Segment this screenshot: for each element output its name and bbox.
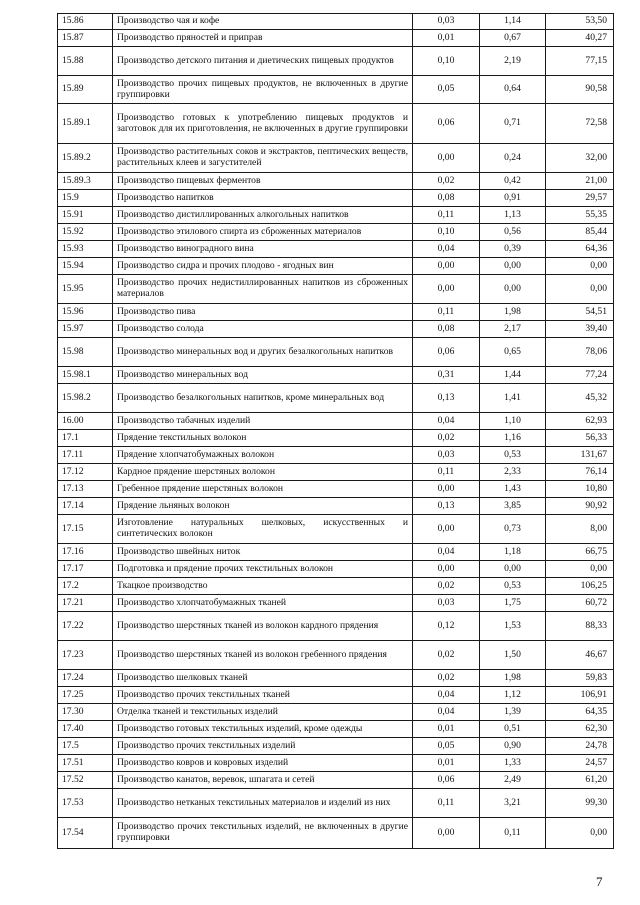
table-row xyxy=(58,190,614,207)
row-value-1: 0,00 xyxy=(413,144,480,173)
row-value-1: 0,13 xyxy=(413,498,480,515)
table-row xyxy=(58,304,614,321)
row-name: Производство минеральных вод и других безалкогольных напитков xyxy=(113,338,413,367)
row-value-3: 64,36 xyxy=(546,241,614,258)
row-name: Производство нетканых текстильных материалов и изделий из них xyxy=(113,789,413,818)
row-code: 17.54 xyxy=(58,818,113,849)
row-code: 15.89.3 xyxy=(58,173,113,190)
table-row xyxy=(58,595,614,612)
row-name: Подготовка и прядение прочих текстильных волокон xyxy=(113,561,413,578)
row-code: 17.5 xyxy=(58,738,113,755)
row-value-2: 1,41 xyxy=(480,384,546,413)
row-value-2: 1,75 xyxy=(480,595,546,612)
row-value-1: 0,02 xyxy=(413,670,480,687)
row-value-2: 1,12 xyxy=(480,687,546,704)
row-value-3: 59,83 xyxy=(546,670,614,687)
row-value-1: 0,04 xyxy=(413,544,480,561)
row-name: Производство сидра и прочих плодово - ягодных вин xyxy=(113,258,413,275)
row-name: Отделка тканей и текстильных изделий xyxy=(113,704,413,721)
row-code: 15.9 xyxy=(58,190,113,207)
row-value-3: 78,06 xyxy=(546,338,614,367)
row-name: Производство прочих текстильных изделий, не включенных в другие группировки xyxy=(113,818,413,849)
row-value-2: 0,11 xyxy=(480,818,546,849)
row-name: Производство табачных изделий xyxy=(113,413,413,430)
row-value-1: 0,11 xyxy=(413,789,480,818)
row-value-3: 77,15 xyxy=(546,47,614,76)
row-value-3: 131,67 xyxy=(546,447,614,464)
row-name: Прядение хлопчатобумажных волокон xyxy=(113,447,413,464)
table-row xyxy=(58,14,614,30)
row-name: Прядение текстильных волокон xyxy=(113,430,413,447)
table-row xyxy=(58,818,614,849)
row-value-1: 0,10 xyxy=(413,224,480,241)
table-row xyxy=(58,772,614,789)
row-code: 17.51 xyxy=(58,755,113,772)
row-name: Производство прочих текстильных изделий xyxy=(113,738,413,755)
row-code: 17.24 xyxy=(58,670,113,687)
row-value-3: 60,72 xyxy=(546,595,614,612)
row-code: 17.12 xyxy=(58,464,113,481)
row-name: Производство солода xyxy=(113,321,413,338)
row-code: 17.15 xyxy=(58,515,113,544)
row-name: Производство пряностей и приправ xyxy=(113,30,413,47)
data-table xyxy=(57,13,614,849)
row-value-2: 1,10 xyxy=(480,413,546,430)
row-value-2: 1,43 xyxy=(480,481,546,498)
table-row xyxy=(58,207,614,224)
row-name: Производство детского питания и диетических пищевых продуктов xyxy=(113,47,413,76)
row-value-1: 0,06 xyxy=(413,338,480,367)
row-value-2: 0,39 xyxy=(480,241,546,258)
row-code: 17.53 xyxy=(58,789,113,818)
row-value-1: 0,03 xyxy=(413,14,480,30)
row-value-1: 0,03 xyxy=(413,595,480,612)
row-value-1: 0,11 xyxy=(413,464,480,481)
row-code: 16.00 xyxy=(58,413,113,430)
row-code: 17.16 xyxy=(58,544,113,561)
row-value-3: 10,80 xyxy=(546,481,614,498)
row-value-1: 0,01 xyxy=(413,755,480,772)
row-value-2: 0,91 xyxy=(480,190,546,207)
row-value-1: 0,02 xyxy=(413,641,480,670)
row-value-1: 0,04 xyxy=(413,704,480,721)
row-name: Прядение льняных волокон xyxy=(113,498,413,515)
row-value-2: 0,65 xyxy=(480,338,546,367)
row-value-3: 72,58 xyxy=(546,104,614,144)
table-row xyxy=(58,447,614,464)
row-value-1: 0,00 xyxy=(413,515,480,544)
table-row xyxy=(58,413,614,430)
row-value-1: 0,01 xyxy=(413,30,480,47)
row-name: Производство чая и кофе xyxy=(113,14,413,30)
row-value-2: 0,64 xyxy=(480,76,546,104)
row-name: Производство готовых к употреблению пищевых продуктов и заготовок для их приготовления, не включенных в другие группировки xyxy=(113,104,413,144)
row-value-3: 39,40 xyxy=(546,321,614,338)
row-value-1: 0,05 xyxy=(413,76,480,104)
row-value-1: 0,00 xyxy=(413,258,480,275)
row-value-1: 0,08 xyxy=(413,190,480,207)
row-value-2: 0,73 xyxy=(480,515,546,544)
row-value-3: 0,00 xyxy=(546,561,614,578)
row-value-3: 77,24 xyxy=(546,367,614,384)
table-row xyxy=(58,789,614,818)
row-value-3: 46,67 xyxy=(546,641,614,670)
row-name: Кардное прядение шерстяных волокон xyxy=(113,464,413,481)
row-value-3: 64,35 xyxy=(546,704,614,721)
table-row xyxy=(58,670,614,687)
row-code: 17.52 xyxy=(58,772,113,789)
row-value-2: 0,51 xyxy=(480,721,546,738)
row-value-2: 1,98 xyxy=(480,670,546,687)
row-value-2: 1,44 xyxy=(480,367,546,384)
row-value-1: 0,08 xyxy=(413,321,480,338)
row-name: Гребенное прядение шерстяных волокон xyxy=(113,481,413,498)
row-value-1: 0,02 xyxy=(413,430,480,447)
row-code: 15.88 xyxy=(58,47,113,76)
row-value-2: 0,56 xyxy=(480,224,546,241)
row-value-3: 66,75 xyxy=(546,544,614,561)
row-value-2: 0,42 xyxy=(480,173,546,190)
row-value-3: 0,00 xyxy=(546,818,614,849)
row-value-2: 0,53 xyxy=(480,578,546,595)
row-code: 15.89.1 xyxy=(58,104,113,144)
row-code: 17.1 xyxy=(58,430,113,447)
row-value-3: 0,00 xyxy=(546,275,614,304)
row-value-1: 0,12 xyxy=(413,612,480,641)
table-row xyxy=(58,275,614,304)
row-value-3: 62,93 xyxy=(546,413,614,430)
row-value-1: 0,00 xyxy=(413,818,480,849)
row-value-2: 1,14 xyxy=(480,14,546,30)
table-row xyxy=(58,687,614,704)
row-code: 17.17 xyxy=(58,561,113,578)
table-row xyxy=(58,241,614,258)
table-row xyxy=(58,384,614,413)
table-row xyxy=(58,704,614,721)
row-code: 15.97 xyxy=(58,321,113,338)
row-name: Ткацкое производство xyxy=(113,578,413,595)
row-name: Производство минеральных вод xyxy=(113,367,413,384)
row-name: Производство растительных соков и экстрактов, пептических веществ, растительных клеев и загустителей xyxy=(113,144,413,173)
row-code: 15.89.2 xyxy=(58,144,113,173)
row-code: 15.98.1 xyxy=(58,367,113,384)
row-code: 17.23 xyxy=(58,641,113,670)
row-value-1: 0,00 xyxy=(413,275,480,304)
row-value-2: 1,16 xyxy=(480,430,546,447)
row-value-3: 21,00 xyxy=(546,173,614,190)
row-name: Производство прочих пищевых продуктов, не включенных в другие группировки xyxy=(113,76,413,104)
table-row xyxy=(58,367,614,384)
row-value-2: 3,21 xyxy=(480,789,546,818)
row-name: Производство шерстяных тканей из волокон гребенного прядения xyxy=(113,641,413,670)
row-value-3: 0,00 xyxy=(546,258,614,275)
row-value-3: 62,30 xyxy=(546,721,614,738)
row-name: Производство пива xyxy=(113,304,413,321)
row-name: Производство готовых текстильных изделий, кроме одежды xyxy=(113,721,413,738)
table-row xyxy=(58,76,614,104)
table-row xyxy=(58,430,614,447)
row-value-1: 0,13 xyxy=(413,384,480,413)
row-name: Производство ковров и ковровых изделий xyxy=(113,755,413,772)
table-row xyxy=(58,515,614,544)
row-value-2: 1,13 xyxy=(480,207,546,224)
row-value-2: 1,18 xyxy=(480,544,546,561)
row-code: 15.87 xyxy=(58,30,113,47)
row-code: 17.2 xyxy=(58,578,113,595)
table-row xyxy=(58,498,614,515)
table-row xyxy=(58,561,614,578)
row-value-2: 1,33 xyxy=(480,755,546,772)
row-name: Изготовление натуральных шелковых, искусственных и синтетических волокон xyxy=(113,515,413,544)
row-code: 15.89 xyxy=(58,76,113,104)
row-value-1: 0,04 xyxy=(413,687,480,704)
row-code: 17.21 xyxy=(58,595,113,612)
row-code: 17.25 xyxy=(58,687,113,704)
row-value-1: 0,03 xyxy=(413,447,480,464)
row-name: Производство виноградного вина xyxy=(113,241,413,258)
row-value-1: 0,04 xyxy=(413,413,480,430)
table-row xyxy=(58,755,614,772)
row-code: 17.11 xyxy=(58,447,113,464)
row-value-2: 1,50 xyxy=(480,641,546,670)
row-value-3: 90,58 xyxy=(546,76,614,104)
table-row xyxy=(58,224,614,241)
row-value-1: 0,06 xyxy=(413,772,480,789)
row-code: 17.13 xyxy=(58,481,113,498)
row-value-2: 0,53 xyxy=(480,447,546,464)
row-value-2: 2,49 xyxy=(480,772,546,789)
row-value-1: 0,06 xyxy=(413,104,480,144)
row-name: Производство пищевых ферментов xyxy=(113,173,413,190)
table-row xyxy=(58,173,614,190)
row-value-3: 54,51 xyxy=(546,304,614,321)
row-name: Производство прочих текстильных тканей xyxy=(113,687,413,704)
row-value-3: 106,25 xyxy=(546,578,614,595)
row-name: Производство швейных ниток xyxy=(113,544,413,561)
row-value-2: 3,85 xyxy=(480,498,546,515)
row-value-2: 2,33 xyxy=(480,464,546,481)
row-code: 17.40 xyxy=(58,721,113,738)
row-name: Производство прочих недистиллированных напитков из сброженных материалов xyxy=(113,275,413,304)
table-row xyxy=(58,104,614,144)
row-value-3: 90,92 xyxy=(546,498,614,515)
row-value-1: 0,01 xyxy=(413,721,480,738)
row-name: Производство этилового спирта из сброженных материалов xyxy=(113,224,413,241)
table-row xyxy=(58,144,614,173)
table-row xyxy=(58,578,614,595)
row-name: Производство шелковых тканей xyxy=(113,670,413,687)
page-number: 7 xyxy=(596,874,603,889)
row-name: Производство канатов, веревок, шпагата и сетей xyxy=(113,772,413,789)
row-value-3: 45,32 xyxy=(546,384,614,413)
row-value-1: 0,02 xyxy=(413,173,480,190)
row-value-3: 88,33 xyxy=(546,612,614,641)
row-code: 15.96 xyxy=(58,304,113,321)
row-code: 15.95 xyxy=(58,275,113,304)
row-name: Производство шерстяных тканей из волокон кардного прядения xyxy=(113,612,413,641)
row-value-3: 24,78 xyxy=(546,738,614,755)
row-value-3: 76,14 xyxy=(546,464,614,481)
row-value-2: 0,00 xyxy=(480,258,546,275)
row-value-3: 106,91 xyxy=(546,687,614,704)
row-value-2: 0,90 xyxy=(480,738,546,755)
row-value-3: 8,00 xyxy=(546,515,614,544)
row-value-3: 40,27 xyxy=(546,30,614,47)
row-value-2: 0,67 xyxy=(480,30,546,47)
row-name: Производство безалкогольных напитков, кроме минеральных вод xyxy=(113,384,413,413)
table-row xyxy=(58,544,614,561)
row-value-3: 29,57 xyxy=(546,190,614,207)
row-value-3: 56,33 xyxy=(546,430,614,447)
row-value-1: 0,10 xyxy=(413,47,480,76)
table-row xyxy=(58,721,614,738)
row-code: 17.14 xyxy=(58,498,113,515)
row-name: Производство хлопчатобумажных тканей xyxy=(113,595,413,612)
table-body xyxy=(58,14,614,849)
row-value-1: 0,04 xyxy=(413,241,480,258)
row-value-1: 0,11 xyxy=(413,304,480,321)
table-row xyxy=(58,612,614,641)
table-row xyxy=(58,30,614,47)
row-value-2: 2,17 xyxy=(480,321,546,338)
table-row xyxy=(58,641,614,670)
row-name: Производство напитков xyxy=(113,190,413,207)
row-code: 15.98.2 xyxy=(58,384,113,413)
row-value-2: 1,98 xyxy=(480,304,546,321)
row-value-1: 0,11 xyxy=(413,207,480,224)
row-value-1: 0,05 xyxy=(413,738,480,755)
row-code: 17.22 xyxy=(58,612,113,641)
table-row xyxy=(58,464,614,481)
row-value-1: 0,31 xyxy=(413,367,480,384)
table-row xyxy=(58,481,614,498)
row-code: 15.91 xyxy=(58,207,113,224)
table-row xyxy=(58,47,614,76)
row-code: 15.92 xyxy=(58,224,113,241)
row-value-1: 0,00 xyxy=(413,561,480,578)
table-row xyxy=(58,738,614,755)
row-value-2: 2,19 xyxy=(480,47,546,76)
row-code: 15.98 xyxy=(58,338,113,367)
row-value-2: 0,24 xyxy=(480,144,546,173)
row-value-3: 53,50 xyxy=(546,14,614,30)
row-value-2: 0,00 xyxy=(480,561,546,578)
row-code: 17.30 xyxy=(58,704,113,721)
row-value-1: 0,00 xyxy=(413,481,480,498)
row-name: Производство дистиллированных алкогольных напитков xyxy=(113,207,413,224)
table-row xyxy=(58,338,614,367)
row-code: 15.94 xyxy=(58,258,113,275)
row-value-2: 0,00 xyxy=(480,275,546,304)
row-value-3: 55,35 xyxy=(546,207,614,224)
table-row xyxy=(58,258,614,275)
row-code: 15.93 xyxy=(58,241,113,258)
row-value-3: 32,00 xyxy=(546,144,614,173)
row-value-1: 0,02 xyxy=(413,578,480,595)
row-value-2: 1,53 xyxy=(480,612,546,641)
row-value-3: 24,57 xyxy=(546,755,614,772)
row-value-3: 61,20 xyxy=(546,772,614,789)
table-row xyxy=(58,321,614,338)
row-value-2: 1,39 xyxy=(480,704,546,721)
row-value-2: 0,71 xyxy=(480,104,546,144)
row-code: 15.86 xyxy=(58,14,113,30)
row-value-3: 99,30 xyxy=(546,789,614,818)
row-value-3: 85,44 xyxy=(546,224,614,241)
